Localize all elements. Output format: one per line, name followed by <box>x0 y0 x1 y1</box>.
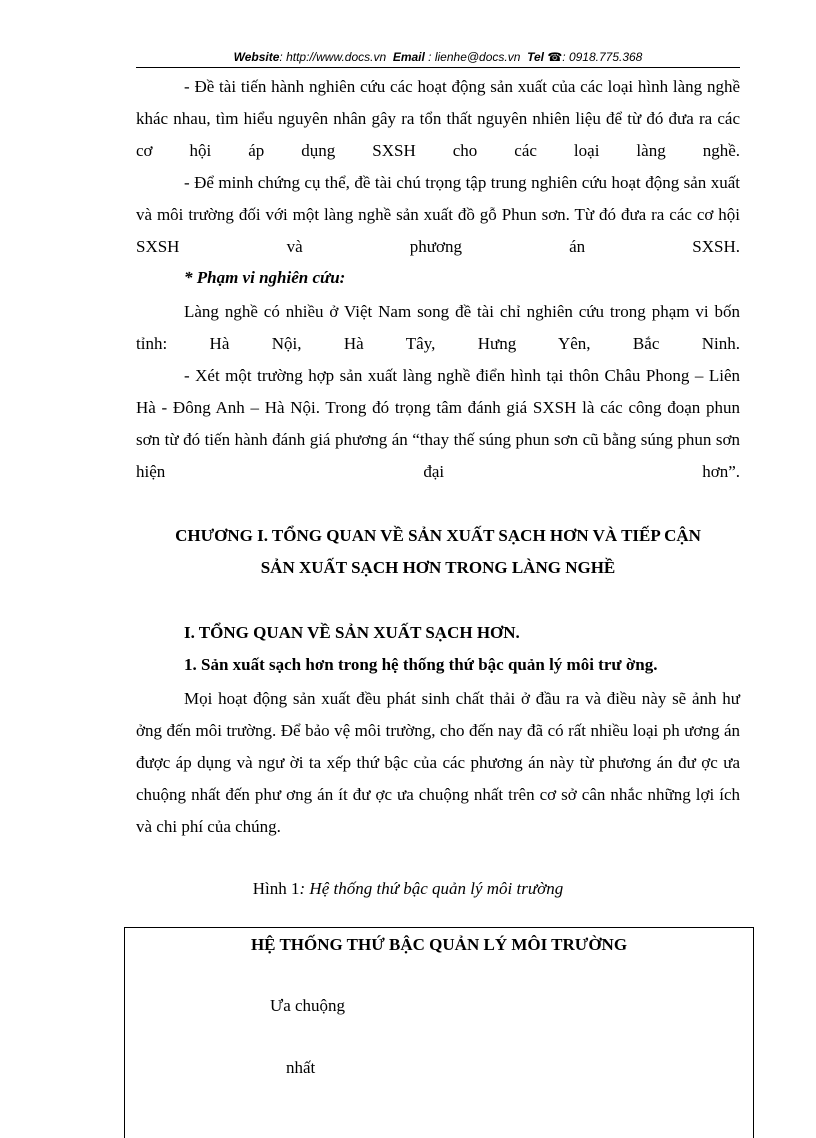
hierarchy-diagram-box <box>124 927 754 1138</box>
phone-icon: ☎ <box>547 50 563 64</box>
website-value: : http://www.docs.vn <box>279 50 387 64</box>
scope-heading: * Phạm vi nghiên cứu: <box>184 268 346 287</box>
figure-caption-text: : Hệ thống thứ bậc quản lý môi trường <box>299 879 564 898</box>
tel-value: : 0918.775.368 <box>562 50 643 64</box>
diagram-title: HỆ THỐNG THỨ BẬC QUẢN LÝ MÔI TRƯỜNG <box>250 935 628 954</box>
paragraph-4: - Xét một trường hợp sản xuất làng nghề điển hình tại thôn Châu Phong – Liên Hà - Đông Anh – Hà Nội. Trong đó trọng tâm đánh giá SXSH là các công đoạn phun sơn từ đó tiến hành đánh giá phương án “thay thế súng phun sơn cũ bằng súng phun sơn hiện đại hơn”. <box>136 366 740 481</box>
email-label: Email <box>392 50 425 64</box>
chapter-title-line-1: CHƯƠNG I. TỔNG QUAN VỀ SẢN XUẤT SẠCH HƠN VÀ TIẾP CẬN <box>175 526 701 545</box>
paragraph-1: - Đề tài tiến hành nghiên cứu các hoạt động sản xuất của các loại hình làng nghề khác nhau, tìm hiểu nguyên nhân gây ra tổn thất nguyên nhiên liệu để từ đó đưa ra các cơ hội áp dụng SXSH cho các loại làng nghề. <box>136 77 740 160</box>
figure-caption <box>0 879 816 899</box>
diagram-label-most: nhất <box>286 1058 316 1077</box>
tel-label: Tel <box>527 50 544 64</box>
paragraph-2: - Để minh chứng cụ thể, đề tài chú trọng tập trung nghiên cứu hoạt động sản xuất và môi trường đối với một làng nghề sản xuất đồ gỗ Phun sơn. Từ đó đưa ra các cơ hội SXSH và phương án SXSH. <box>136 173 740 256</box>
email-value: : lienhe@docs.vn <box>428 50 521 64</box>
paragraph-5: Mọi hoạt động sản xuất đều phát sinh chất thải ở đầu ra và điều này sẽ ảnh hư ởng đến môi trường. Để bảo vệ môi trường, cho đến nay đã có rất nhiều loại ph ương án được áp dụng và ngư ời ta xếp thứ bậc của các phương án này từ phương án đư ợc ưa chuộng nhất đến phư ơng án ít đư ợc ưa chuộng nhất trên cơ sở cân nhắc những lợi ích và chi phí của chúng. <box>136 689 740 836</box>
page-header <box>136 49 740 65</box>
subsection-heading: 1. Sản xuất sạch hơn trong hệ thống thứ bậc quản lý môi trư ờng. <box>184 655 658 674</box>
chapter-title-line-2: SẢN XUẤT SẠCH HƠN TRONG LÀNG NGHỀ <box>260 558 616 577</box>
figure-label: Hình 1 <box>252 879 300 898</box>
paragraph-3: Làng nghề có nhiều ở Việt Nam song đề tài chỉ nghiên cứu trong phạm vi bốn tỉnh: Hà Nội, Hà Tây, Hưng Yên, Bắc Ninh. <box>136 302 740 353</box>
website-label: Website <box>233 50 280 64</box>
header-divider <box>136 67 740 68</box>
section-heading: I. TỔNG QUAN VỀ SẢN XUẤT SẠCH HƠN. <box>184 623 520 642</box>
diagram-label-preferred: Ưa chuộng <box>270 996 346 1015</box>
